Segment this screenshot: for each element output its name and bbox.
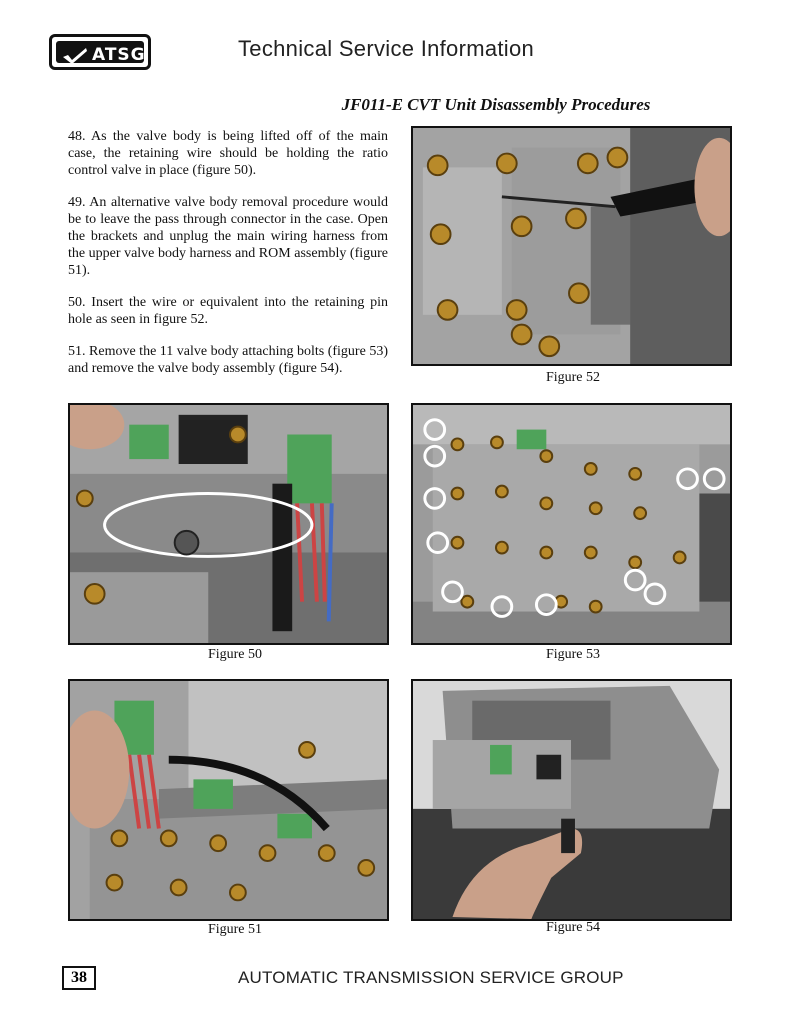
- paragraph-50: 50. Insert the wire or equivalent into the retaining pin hole as seen in figure 52.: [68, 295, 388, 327]
- body-text: [68, 128, 388, 392]
- page-number: 38: [62, 966, 96, 990]
- paragraph-48: 48. As the valve body is being lifted off of the main case, the retaining wire should be holding the ratio control valve in place (figure 50).: [68, 129, 388, 178]
- section-title: [0, 95, 800, 115]
- figure-52-photo: [411, 126, 732, 366]
- atsg-logo: [49, 34, 151, 70]
- paragraph-51: 51. Remove the 11 valve body attaching bolts (figure 53) and remove the valve body assembly (figure 54).: [68, 344, 388, 376]
- logo-text: ATSG: [92, 45, 146, 65]
- checkmark-logo-icon: [62, 47, 88, 65]
- section-title-text: JF011-E CVT Unit Disassembly Procedures: [341, 95, 651, 114]
- paragraph-49: 49. An alternative valve body removal procedure would be to leave the pass through connector in the case. Open the brackets and unplug the main wiring harness from the upper valve body harness and ROM assembly (figure 51).: [68, 195, 388, 278]
- figure-53-photo: [411, 403, 732, 645]
- figure-53-caption: Figure 53: [545, 647, 601, 662]
- figure-52-caption: Figure 52: [545, 370, 601, 385]
- page-header-title: Technical Service Information: [238, 36, 535, 61]
- figure-51-caption: Figure 51: [207, 922, 263, 937]
- figure-50-photo: [68, 403, 389, 645]
- footer-text: AUTOMATIC TRANSMISSION SERVICE GROUP: [238, 968, 624, 987]
- figure-54-photo: [411, 679, 732, 921]
- figure-51-photo: [68, 679, 389, 921]
- figure-50-caption: Figure 50: [207, 647, 263, 662]
- figure-54-caption: Figure 54: [545, 920, 601, 935]
